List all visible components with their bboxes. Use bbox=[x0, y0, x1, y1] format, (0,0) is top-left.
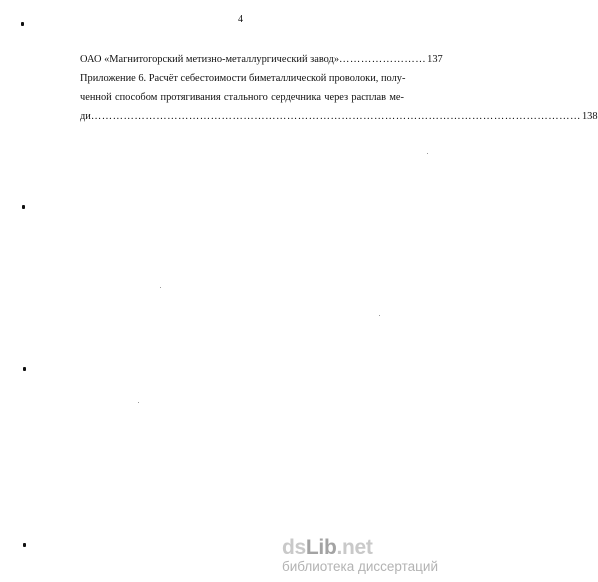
dslib-subtitle: библиотека диссертаций bbox=[281, 559, 438, 574]
scan-speck bbox=[21, 22, 24, 26]
toc-entry-text: ОАО «Магнитогорский метизно-металлургический завод» bbox=[80, 54, 340, 65]
toc-page-number: 137 bbox=[427, 54, 443, 65]
scan-noise bbox=[160, 287, 161, 288]
toc-entry-appendix-6-line-2: ченной способом протягивания стального сердечника через расплав ме- bbox=[80, 92, 404, 103]
dslib-logo: dsLib.net bbox=[281, 536, 373, 559]
scan-speck bbox=[23, 543, 26, 547]
dslib-watermark bbox=[282, 537, 438, 574]
toc-entry-appendix-6-line-3 bbox=[80, 107, 598, 126]
toc-page-number: 138 bbox=[581, 111, 598, 122]
toc-entry-plant bbox=[80, 50, 443, 69]
scan-speck bbox=[23, 367, 26, 371]
scan-noise bbox=[379, 315, 380, 316]
toc-leader-dots: …………………… bbox=[339, 54, 427, 65]
toc-entry-text: ди bbox=[80, 111, 91, 122]
toc-entry-appendix-6-line-1: Приложение 6. Расчёт себестоимости биметаллической проволоки, полу- bbox=[80, 73, 406, 84]
page-number: 4 bbox=[238, 14, 243, 25]
scan-noise bbox=[138, 402, 139, 403]
table-of-contents bbox=[80, 50, 598, 126]
scan-noise bbox=[427, 153, 428, 154]
toc-leader-dots: ……………………………………………………………………………………………………………………… bbox=[90, 111, 581, 122]
scan-speck bbox=[22, 205, 25, 209]
